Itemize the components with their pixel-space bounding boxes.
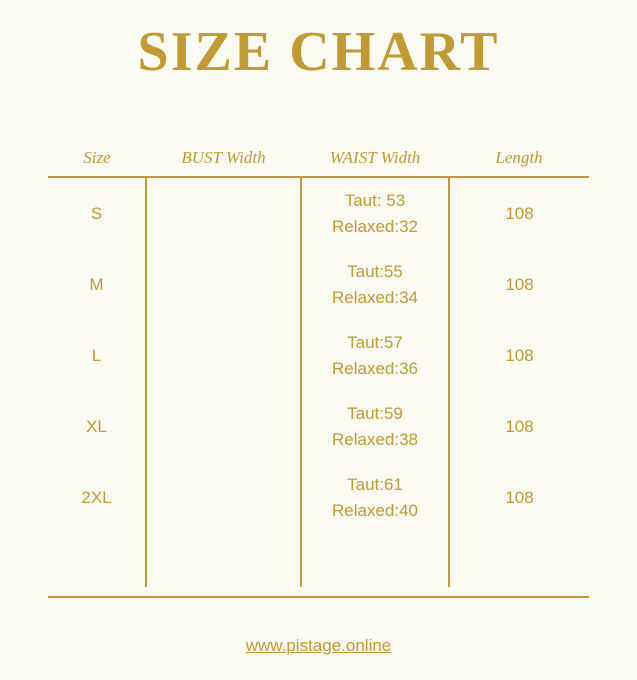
cell-waist	[301, 391, 449, 462]
cell-waist-taut: Taut:59	[347, 404, 403, 423]
spacer-cell-size	[48, 533, 146, 587]
cell-waist-taut: Taut:55	[347, 262, 403, 281]
cell-length: 108	[505, 203, 534, 223]
cell-size: XL	[86, 416, 107, 436]
column-header-length: Length	[495, 148, 543, 167]
cell-length: 108	[505, 416, 534, 436]
cell-size: M	[89, 274, 104, 294]
spacer-cell-length	[449, 533, 589, 587]
cell-length: 108	[505, 274, 534, 294]
column-header-size: Size	[83, 148, 111, 167]
cell-waist-relaxed: Relaxed:40	[331, 500, 418, 520]
cell-size: L	[91, 345, 102, 365]
spacer-cell-bust	[146, 533, 301, 587]
cell-bust	[146, 391, 301, 462]
cell-bust	[146, 462, 301, 533]
website-link[interactable]: www.pistage.online	[245, 636, 392, 655]
footer	[0, 636, 637, 656]
cell-size: S	[90, 203, 103, 223]
size-chart-table	[48, 148, 589, 587]
cell-waist-relaxed: Relaxed:36	[331, 358, 418, 378]
cell-waist-taut: Taut: 53	[344, 191, 406, 210]
table-row	[48, 391, 589, 462]
table-row	[48, 249, 589, 320]
cell-waist-taut: Taut:61	[347, 475, 403, 494]
table-header	[48, 148, 589, 177]
cell-bust	[146, 320, 301, 391]
size-chart-table-wrapper	[48, 148, 589, 587]
table-header-row	[48, 148, 589, 177]
cell-length: 108	[505, 487, 534, 507]
cell-waist	[301, 462, 449, 533]
cell-waist	[301, 249, 449, 320]
cell-waist	[301, 177, 449, 249]
table-bottom-rule	[48, 596, 589, 598]
column-header-waist: WAIST Width	[329, 148, 421, 167]
column-header-bust: BUST Width	[181, 148, 266, 167]
cell-waist-relaxed: Relaxed:34	[331, 287, 418, 307]
cell-waist-relaxed: Relaxed:38	[331, 429, 418, 449]
cell-waist-taut: Taut:57	[347, 333, 403, 352]
page-title: SIZE CHART	[137, 21, 500, 83]
cell-size: 2XL	[81, 487, 112, 507]
table-row	[48, 320, 589, 391]
table-spacer-row	[48, 533, 589, 587]
cell-bust	[146, 249, 301, 320]
cell-waist	[301, 320, 449, 391]
cell-waist-relaxed: Relaxed:32	[331, 216, 418, 236]
table-row	[48, 462, 589, 533]
spacer-cell-waist	[301, 533, 449, 587]
table-body	[48, 177, 589, 587]
cell-length: 108	[505, 345, 534, 365]
table-row	[48, 177, 589, 249]
cell-bust	[146, 177, 301, 249]
